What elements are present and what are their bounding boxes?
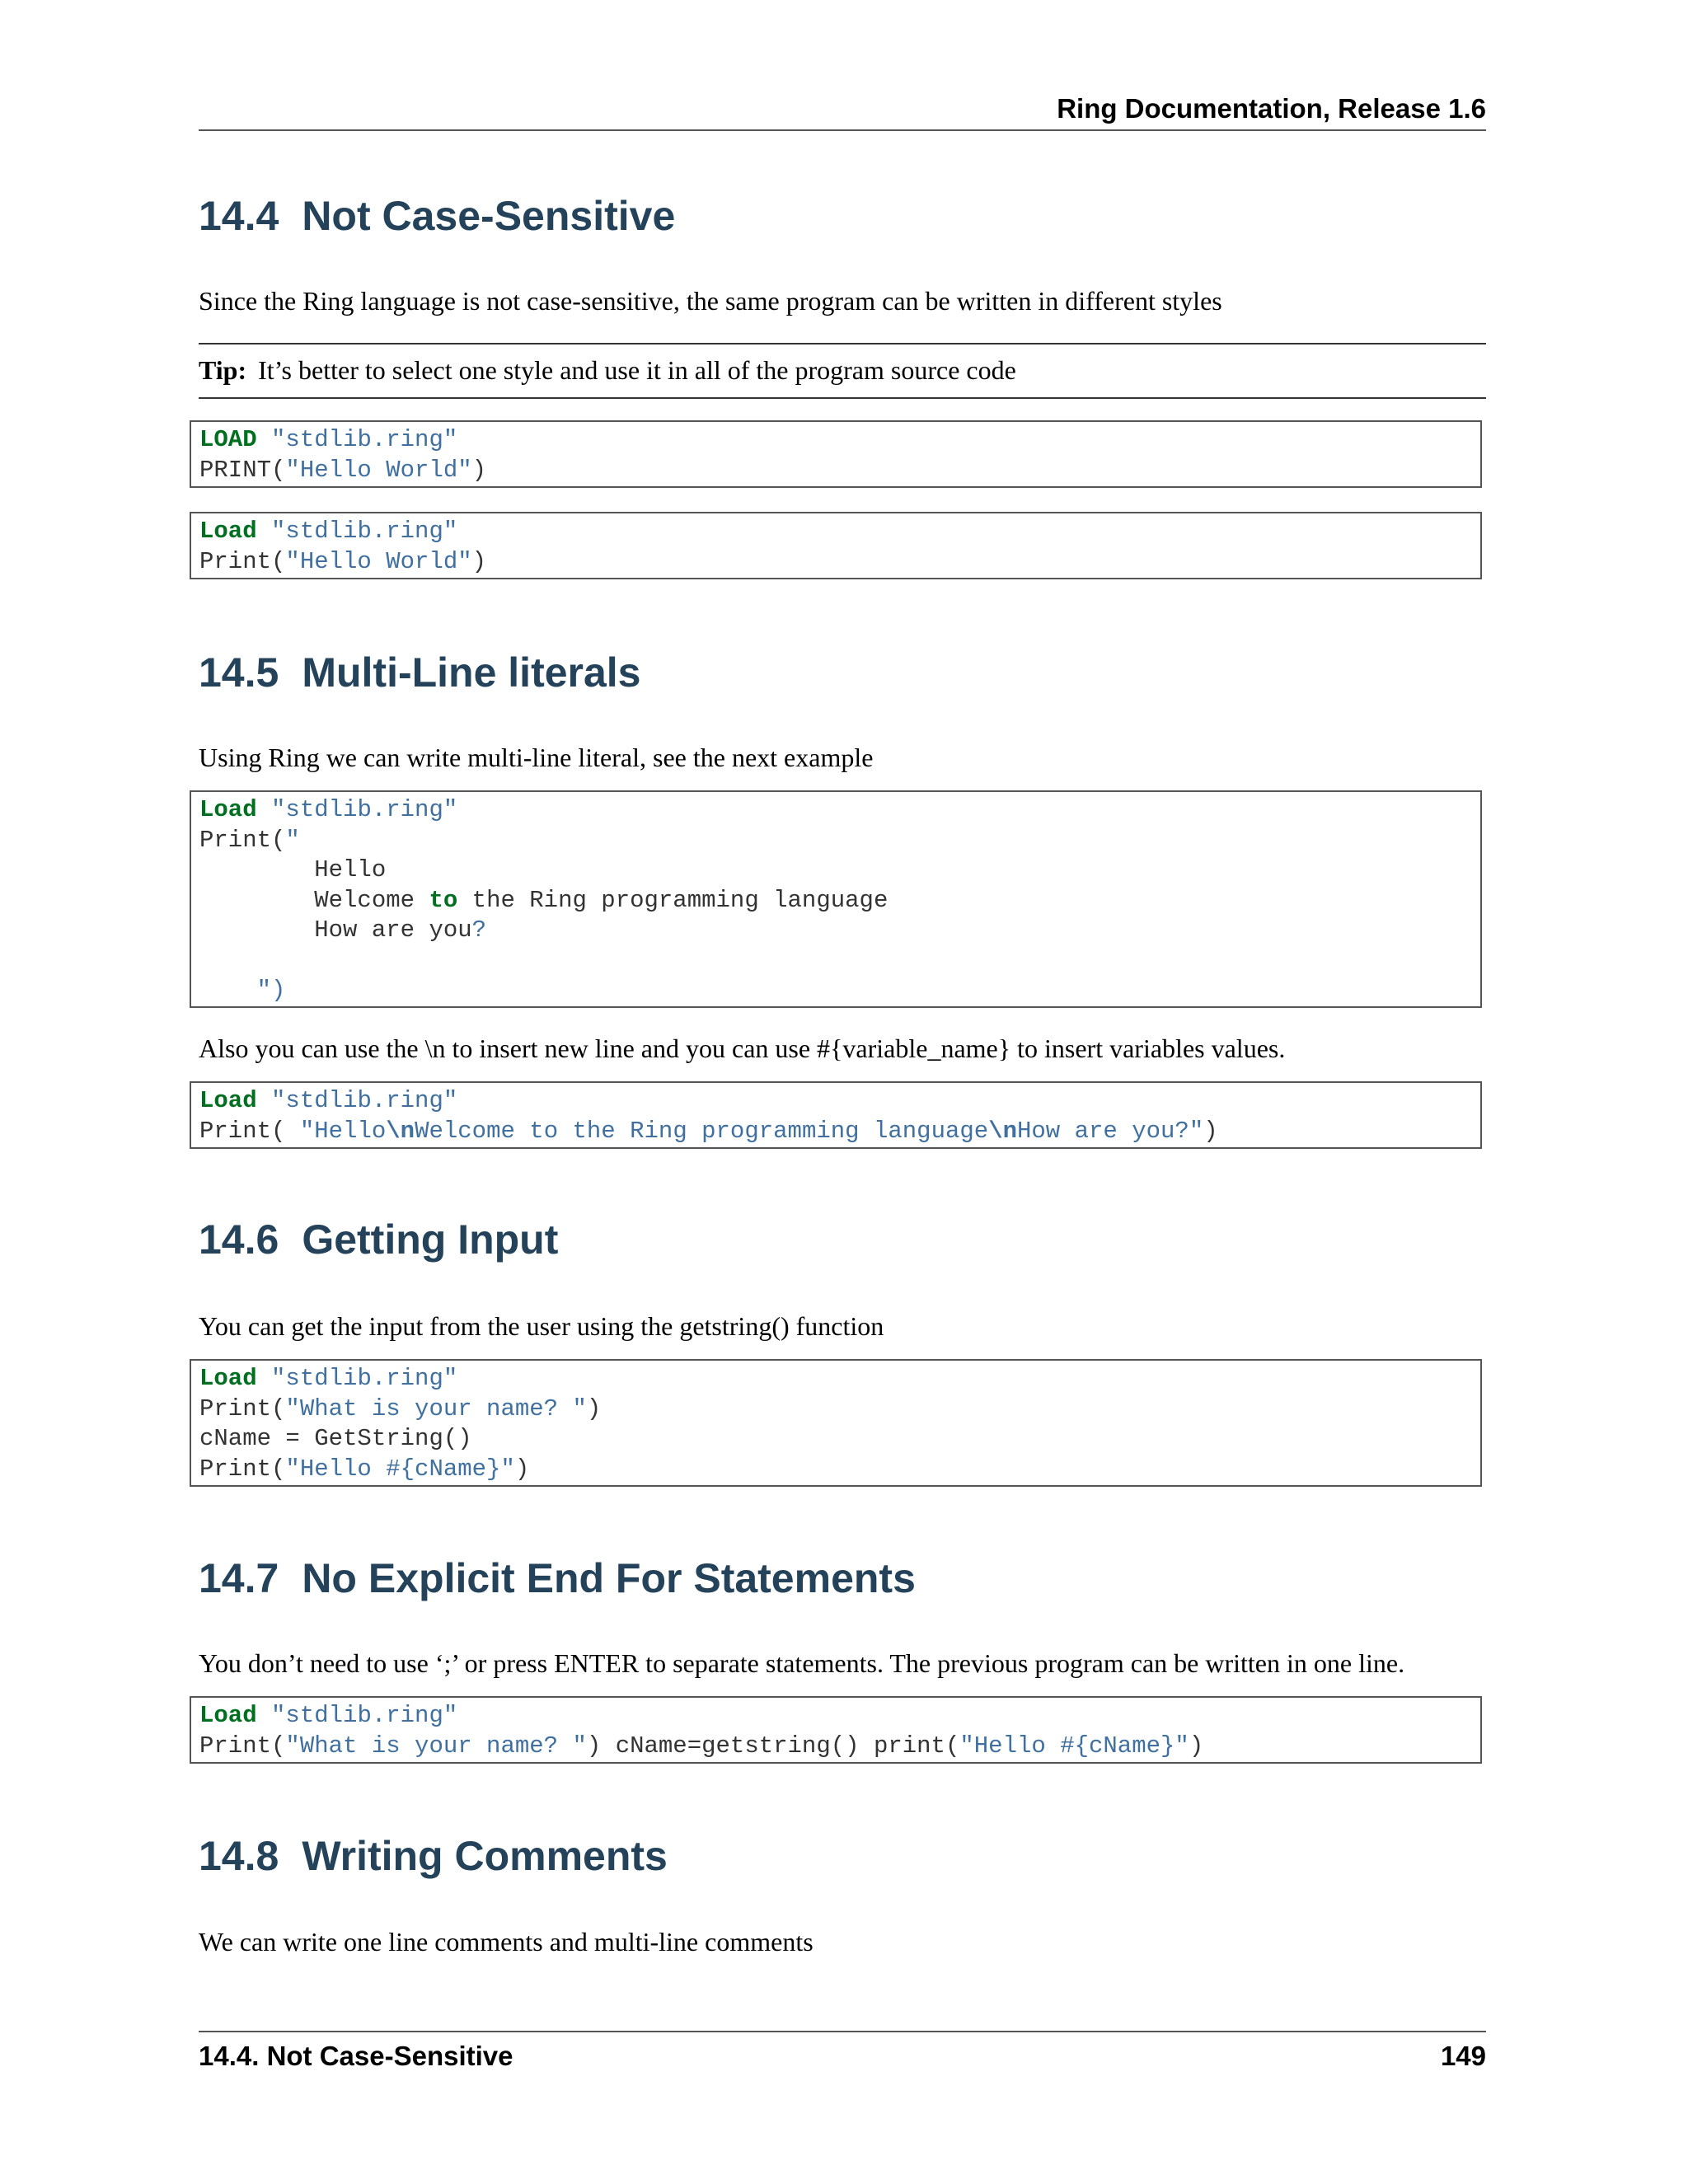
header-title: Ring Documentation, Release 1.6 — [1057, 93, 1486, 124]
code-line — [199, 1117, 1480, 1147]
code-line — [199, 795, 1480, 826]
code-line — [199, 517, 1480, 547]
paragraph: Also you can use the \n to insert new line and you can use #{variable_name} to insert variables values. — [199, 1033, 1286, 1063]
code-escape: \n — [988, 1117, 1017, 1145]
code-keyword: to — [429, 886, 458, 914]
code-text: ) — [586, 1394, 602, 1422]
code-block — [190, 1081, 1482, 1149]
code-string: How are you?" — [1017, 1117, 1204, 1145]
code-block — [190, 1359, 1482, 1487]
code-string: ? — [471, 916, 487, 944]
code-text: Print( — [199, 1455, 286, 1483]
code-string: "Hello — [299, 1117, 387, 1145]
section-title: Multi-Line literals — [302, 649, 641, 696]
paragraph: Since the Ring language is not case-sensitive, the same program can be written in different styles — [199, 286, 1222, 316]
code-keyword: Load — [199, 1702, 257, 1729]
section-title: Getting Input — [302, 1216, 559, 1263]
tip-box — [199, 343, 1486, 399]
code-line — [199, 425, 1480, 456]
section-heading-14-5 — [199, 648, 641, 697]
tip-text: It’s better to select one style and use it in all of the program source code — [258, 355, 1016, 385]
code-line — [199, 1086, 1480, 1117]
code-string: "What is your name? " — [285, 1732, 587, 1760]
tip-label: Tip: — [199, 355, 247, 385]
section-heading-14-7 — [199, 1554, 916, 1603]
section-title: Writing Comments — [302, 1833, 668, 1879]
code-line — [199, 946, 1480, 977]
section-number: 14.6 — [199, 1216, 279, 1263]
code-text: Welcome — [199, 886, 429, 914]
section-heading-14-6 — [199, 1215, 558, 1264]
code-line — [199, 547, 1480, 578]
code-keyword: Load — [199, 518, 257, 545]
code-block — [190, 512, 1482, 579]
paragraph: We can write one line comments and multi-line comments — [199, 1927, 814, 1957]
code-string: "Hello World" — [285, 456, 472, 484]
code-keyword: Load — [199, 796, 257, 823]
code-line — [199, 1732, 1480, 1762]
code-string: "stdlib.ring" — [256, 426, 458, 453]
paragraph: You don’t need to use ‘;’ or press ENTER to separate statements. The previous program can be written in one line. — [199, 1648, 1405, 1678]
code-string: ") — [256, 977, 286, 1004]
code-line — [199, 886, 1480, 916]
code-text: Print( — [199, 1732, 286, 1760]
code-string: "Hello World" — [285, 547, 472, 575]
code-string: " — [285, 826, 300, 854]
section-number: 14.7 — [199, 1555, 279, 1601]
footer-section: 14.4. Not Case-Sensitive — [199, 2041, 513, 2071]
code-block — [190, 1696, 1482, 1764]
code-text: ) — [1189, 1732, 1204, 1760]
code-text: Print( — [199, 1394, 286, 1422]
code-keyword: LOAD — [199, 426, 257, 453]
code-string: "Hello #{cName}" — [959, 1732, 1189, 1760]
code-block — [190, 420, 1482, 488]
code-line — [199, 1394, 1480, 1425]
paragraph: You can get the input from the user using the getstring() function — [199, 1311, 884, 1341]
code-line — [199, 1455, 1480, 1485]
running-header — [199, 92, 1486, 131]
code-text: How are you — [199, 916, 472, 944]
section-number: 14.8 — [199, 1833, 279, 1879]
running-footer — [199, 2031, 1486, 2075]
code-string: "stdlib.ring" — [256, 1365, 458, 1392]
code-string: "stdlib.ring" — [256, 1702, 458, 1729]
code-text: the Ring programming language — [457, 886, 889, 914]
code-text: ) — [514, 1455, 530, 1483]
code-string: "stdlib.ring" — [256, 518, 458, 545]
code-keyword: Load — [199, 1087, 257, 1114]
code-block — [190, 790, 1482, 1008]
code-text: ) cName=getstring() print( — [586, 1732, 960, 1760]
code-string: "stdlib.ring" — [256, 796, 458, 823]
code-string: "Hello #{cName}" — [285, 1455, 515, 1483]
code-text: Print( — [199, 826, 286, 854]
code-line: Hello — [199, 856, 387, 883]
code-text: PRINT( — [199, 456, 286, 484]
code-line — [199, 916, 1480, 946]
code-string: "stdlib.ring" — [256, 1087, 458, 1114]
code-string: Welcome to the Ring programming language — [415, 1117, 989, 1145]
code-line — [199, 456, 1480, 486]
code-text — [199, 977, 257, 1004]
page-number: 149 — [1440, 2041, 1486, 2071]
section-number: 14.5 — [199, 649, 279, 696]
code-keyword: Load — [199, 1365, 257, 1392]
section-heading-14-4 — [199, 191, 675, 241]
section-number: 14.4 — [199, 193, 279, 239]
code-text: Print( — [199, 1117, 300, 1145]
section-title: No Explicit End For Statements — [302, 1555, 916, 1601]
code-text: ) — [471, 547, 487, 575]
code-text: ) — [471, 456, 487, 484]
section-heading-14-8 — [199, 1831, 668, 1881]
paragraph: Using Ring we can write multi-line literal, see the next example — [199, 743, 874, 772]
code-line — [199, 1701, 1480, 1732]
code-escape: \n — [386, 1117, 415, 1145]
code-string: "What is your name? " — [285, 1394, 587, 1422]
code-text: Print( — [199, 547, 286, 575]
section-title: Not Case-Sensitive — [302, 193, 676, 239]
code-line — [199, 976, 1480, 1006]
code-text: ) — [1203, 1117, 1218, 1145]
code-line — [199, 1364, 1480, 1394]
code-line: cName = GetString() — [199, 1425, 472, 1452]
code-line — [199, 826, 1480, 856]
